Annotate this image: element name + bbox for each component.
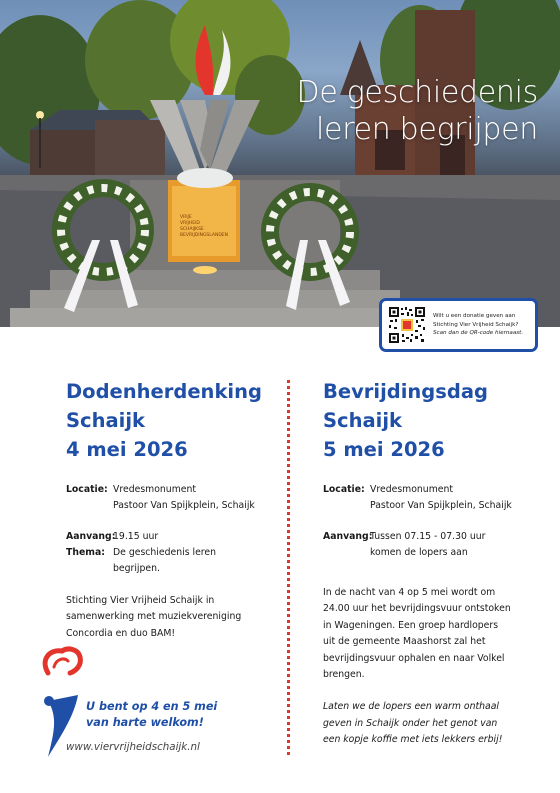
- start-time-value: [370, 529, 485, 561]
- hero-title-line-1: De geschiedenis: [296, 75, 538, 110]
- remembrance-desc-line-3: Concordia en duo BAM!: [66, 627, 176, 639]
- theme-line-1: De geschiedenis leren: [113, 547, 217, 558]
- liberation-desc-line-1: In de nacht van 4 op 5 mei wordt om: [323, 587, 496, 598]
- liberation-description: [323, 585, 553, 683]
- liberation-title-line-3: 5 mei 2026: [323, 438, 445, 461]
- start-time-row: [66, 529, 296, 545]
- remembrance-day-column: [66, 377, 296, 642]
- qr-text-line-3: Scan dan de QR-code hiernaast.: [433, 330, 524, 337]
- column-divider: [287, 380, 290, 755]
- plaque-line-3: SCHAIJKSE BEVRIJDINGSLANDEN: [180, 227, 229, 238]
- remembrance-title-line-1: Dodenherdenking: [66, 380, 262, 403]
- liberation-invite-line-1: Laten we de lopers een warm onthaal: [323, 701, 499, 713]
- liberation-invite-line-2: geven in Schaijk onder het genot van: [323, 717, 498, 729]
- welcome-line-2: van harte welkom!: [86, 716, 204, 729]
- liberation-invite-line-3: een kopje koffie met iets lekkers erbij!: [323, 734, 503, 746]
- remembrance-desc-line-1: Stichting Vier Vrijheid Schaijk in: [66, 595, 215, 606]
- remembrance-info: [66, 482, 296, 577]
- remembrance-description: [66, 593, 296, 642]
- liberation-desc-line-2: 24.00 uur het bevrijdingsvuur ontstoken: [323, 603, 511, 615]
- liberation-invitation: [323, 699, 553, 748]
- theme-value: [113, 545, 216, 577]
- location-value: [113, 482, 255, 514]
- qr-text: [433, 312, 523, 337]
- website-link[interactable]: www.viervrijheidschaijk.nl: [66, 741, 200, 753]
- liberation-desc-line-3: in Wageningen. Een groep hardlopers: [323, 619, 499, 631]
- liberation-title: [323, 377, 553, 464]
- location-value: [370, 482, 512, 514]
- theme-line-2: begrijpen.: [113, 563, 160, 574]
- liberation-title-line-1: Bevrijdingsdag: [323, 380, 488, 403]
- location-line-1: Vredesmonument: [370, 484, 454, 495]
- hero-title: [297, 74, 538, 148]
- location-line-2: Pastoor Van Spijkplein, Schaijk: [370, 500, 512, 511]
- hero-photo: [0, 0, 560, 327]
- welcome-message: [86, 699, 217, 731]
- location-label: Locatie:: [323, 484, 365, 495]
- plaque-line-2: VRIJHEID: [180, 221, 200, 226]
- hero-title-line-2: leren begrijpen: [316, 112, 538, 147]
- plaque-line-1: VRIJE: [180, 215, 192, 220]
- welcome-line-1: U bent op 4 en 5 mei: [86, 700, 218, 713]
- liberation-title-line-2: Schaijk: [323, 409, 402, 432]
- liberation-desc-line-6: brengen.: [323, 669, 365, 681]
- remembrance-desc-line-2: samenwerking met muziekvereniging: [66, 611, 242, 623]
- theme-label: Thema:: [66, 547, 105, 558]
- remembrance-title-line-3: 4 mei 2026: [66, 438, 188, 461]
- location-label: Locatie:: [66, 484, 108, 495]
- liberation-info: [323, 482, 553, 561]
- start-time-value: 19.15 uur: [113, 531, 159, 542]
- donation-qr-box: [379, 298, 538, 352]
- qr-text-line-2: Stichting Vier Vrijheid Schaijk?: [433, 321, 519, 328]
- remembrance-title: [66, 377, 296, 464]
- qr-text-line-1: Wilt u een donatie geven aan: [433, 313, 516, 320]
- start-time-label: Aanvang:: [66, 531, 116, 542]
- start-time-line-2: komen de lopers aan: [370, 547, 468, 558]
- qr-code-icon[interactable]: [388, 306, 426, 344]
- liberation-day-column: [323, 377, 553, 749]
- location-row: [66, 482, 296, 514]
- monument-plaque: [180, 215, 230, 239]
- monument-illustration: [0, 0, 560, 327]
- start-time-line-1: Tussen 07.15 - 07.30 uur: [370, 531, 486, 542]
- location-row: [323, 482, 553, 514]
- theme-row: [66, 545, 296, 577]
- start-time-label: Aanvang:: [323, 531, 373, 542]
- location-line-1: Vredesmonument: [113, 484, 197, 495]
- liberation-desc-line-5: bevrijdingsvuur ophalen en naar Volkel: [323, 652, 505, 664]
- remembrance-title-line-2: Schaijk: [66, 409, 145, 432]
- liberation-desc-line-4: uit de gemeente Maashorst zal het: [323, 636, 486, 648]
- start-time-row: [323, 529, 553, 561]
- location-line-2: Pastoor Van Spijkplein, Schaijk: [113, 500, 255, 511]
